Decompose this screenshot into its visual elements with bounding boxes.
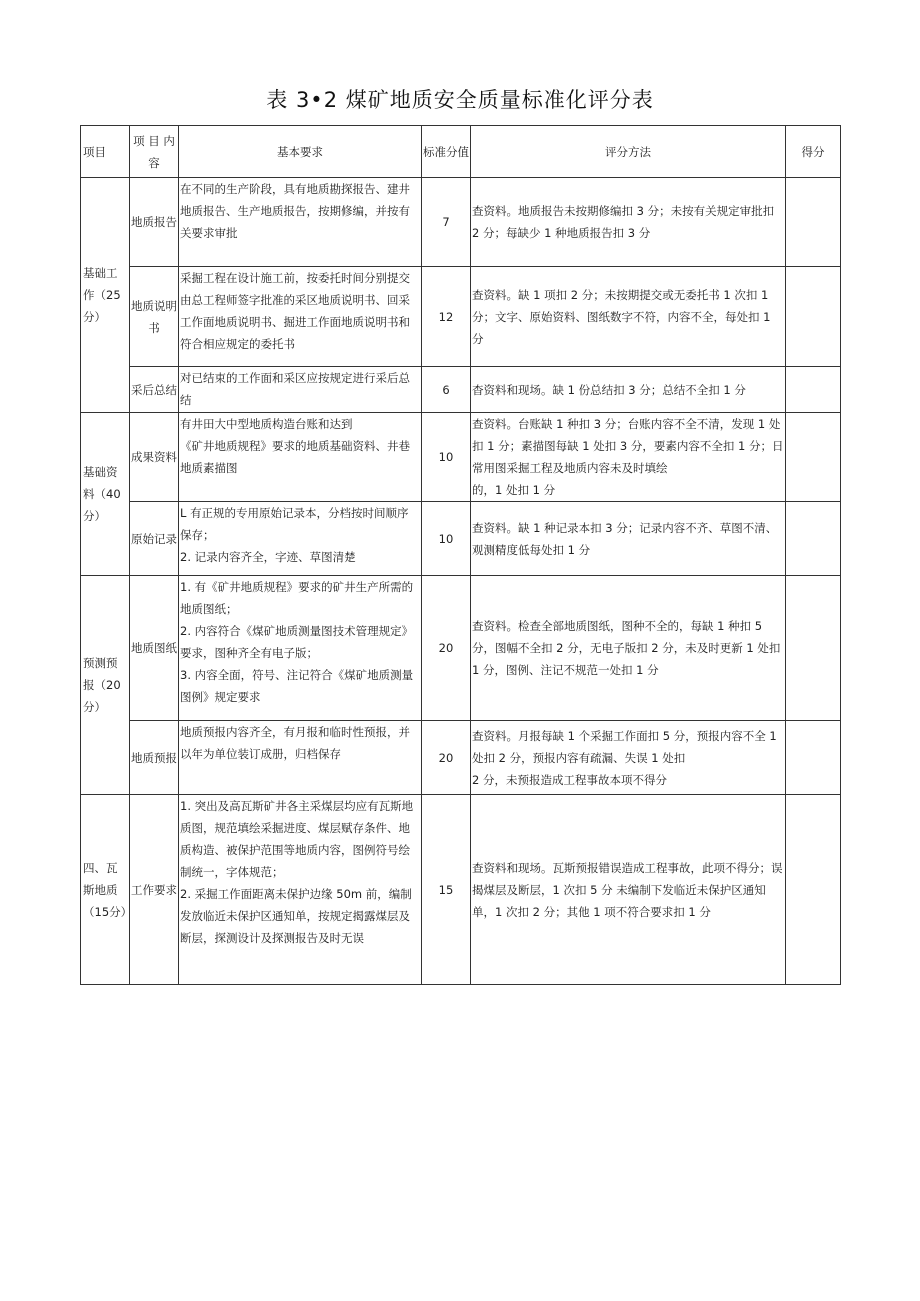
- table-row: [81, 267, 841, 367]
- requirement-line: 地质预报内容齐全，有月报和临时性预报，并以年为单位装订成册，归档保存: [180, 725, 410, 761]
- requirement-line: L 有正规的专用原始记录本，分档按时间顺序保存；: [180, 506, 409, 542]
- requirement-cell: [179, 267, 422, 367]
- score-cell: [786, 576, 841, 721]
- header-item: 项目: [81, 126, 130, 178]
- method-line: 查资料。缺 1 种记录本扣 3 分；记录内容不齐、草图不清、观测精度低每处扣 1 分: [472, 520, 778, 557]
- standard-score-cell: 7: [422, 178, 471, 267]
- sub-item-cell: 成果资料: [130, 413, 179, 502]
- requirement-cell: [179, 178, 422, 267]
- category-cell: 四、瓦斯地质（15分）: [81, 795, 130, 985]
- requirement-cell: [179, 502, 422, 576]
- sub-item-cell: 采后总结: [130, 367, 179, 413]
- sub-item-cell: 工作要求: [130, 795, 179, 985]
- method-cell: [471, 267, 786, 367]
- requirement-line: 《矿井地质规程》要求的地质基础资料、井巷地质素描图: [180, 439, 410, 475]
- header-score: 得分: [786, 126, 841, 178]
- sub-item-cell: 地质图纸: [130, 576, 179, 721]
- table-row: [81, 413, 841, 502]
- method-line: 的，1 处扣 1 分: [472, 483, 556, 497]
- score-cell: [786, 721, 841, 795]
- score-cell: [786, 502, 841, 576]
- requirement-cell: [179, 721, 422, 795]
- method-line: 查资料和现场。瓦斯预报错误造成工程事故，此项不得分；误揭煤层及断层，1 次扣 5 分 未编制下发临近未保护区通知单，1 次扣 2 分；其他 1 项不符合要求扣 1 分: [472, 860, 783, 919]
- method-cell: [471, 413, 786, 502]
- header-sub-item: 项 目 内容: [130, 126, 179, 178]
- scoring-table: [80, 125, 841, 985]
- standard-score-cell: 20: [422, 721, 471, 795]
- sub-item-cell: 地质报告: [130, 178, 179, 267]
- table-row: [81, 795, 841, 985]
- table-row: [81, 367, 841, 413]
- header-method: 评分方法: [471, 126, 786, 178]
- method-line: 2 分，未预报造成工程事故本项不得分: [472, 772, 667, 787]
- requirement-line: 1. 有《矿井地质规程》要求的矿井生产所需的地质图纸；: [180, 580, 414, 616]
- method-cell: [471, 576, 786, 721]
- category-cell: 预测预报（20分）: [81, 576, 130, 795]
- score-cell: [786, 795, 841, 985]
- table-row: [81, 576, 841, 721]
- score-cell: [786, 367, 841, 413]
- standard-score-cell: 10: [422, 502, 471, 576]
- method-cell: [471, 795, 786, 985]
- header-row: [81, 126, 841, 178]
- method-cell: [471, 721, 786, 795]
- table-row: [81, 178, 841, 267]
- score-cell: [786, 178, 841, 267]
- method-line: 查资料。地质报告未按期修编扣 3 分；未按有关规定审批扣 2 分；每缺少 1 种地质报告扣 3 分: [472, 204, 775, 240]
- method-cell: [471, 502, 786, 576]
- table-row: [81, 721, 841, 795]
- standard-score-cell: 6: [422, 367, 471, 413]
- method-line: 杳资料和现场。缺 1 份总结扣 3 分；总结不全扣 1 分: [472, 382, 746, 397]
- category-cell: 基础工作（25分）: [81, 178, 130, 413]
- header-requirement: 基本要求: [179, 126, 422, 178]
- standard-score-cell: 15: [422, 795, 471, 985]
- sub-item-cell: 地质说明书: [130, 267, 179, 367]
- sub-item-cell: 地质预报: [130, 721, 179, 795]
- method-line: 查资料。月报每缺 1 个采掘工作面扣 5 分，预报内容不全 1 处扣 2 分，预报内容有疏漏、失误 1 处扣: [472, 728, 777, 765]
- method-cell: [471, 367, 786, 413]
- standard-score-cell: 12: [422, 267, 471, 367]
- requirement-line: 2. 内容符合《煤矿地质测量图技术管理规定》要求，图种齐全有电子版；: [180, 624, 414, 660]
- requirement-line: 2. 记录内容齐全，字迹、草图清楚: [180, 550, 356, 564]
- requirement-line: 1. 突出及高瓦斯矿井各主采煤层均应有瓦斯地质图，规范填绘采掘进度、煤层赋存条件、地质构造、被保护范围等地质内容，图例符号绘制统一，字体规范；: [180, 799, 414, 879]
- requirement-cell: [179, 413, 422, 502]
- requirement-line: 3. 内容全面，符号、注记符合《煤矿地质测量图例》规定要求: [180, 668, 414, 704]
- standard-score-cell: 10: [422, 413, 471, 502]
- requirement-cell: [179, 367, 422, 413]
- category-cell: 基础资料（40分）: [81, 413, 130, 576]
- sub-item-cell: 原始记录: [130, 502, 179, 576]
- method-line: 查资料。缺 1 项扣 2 分；未按期提交或无委托书 1 次扣 1 分；文字、原始资料、图纸数字不符，内容不全，每处扣 1 分: [472, 287, 771, 346]
- requirement-line: 有井田大中型地质构造台账和达到: [180, 417, 353, 431]
- score-cell: [786, 267, 841, 367]
- requirement-cell: [179, 576, 422, 721]
- method-cell: [471, 178, 786, 267]
- score-cell: [786, 413, 841, 502]
- requirement-line: 在不同的生产阶段，具有地质勘探报告、建井地质报告、生产地质报告，按期修编，并按有关要求审批: [180, 182, 410, 240]
- requirement-line: 采掘工程在设计施工前，按委托时间分别提交由总工程师签字批准的采区地质说明书、回采工作面地质说明书、掘进工作面地质说明书和符合相应规定的委托书: [180, 271, 410, 351]
- table-row: [81, 502, 841, 576]
- standard-score-cell: 20: [422, 576, 471, 721]
- header-standard-score: 标准分值: [422, 126, 471, 178]
- page-title: 表 3•2 煤矿地质安全质量标准化评分表: [266, 88, 654, 112]
- method-line: 查资料。台账缺 1 种扣 3 分；台账内容不全不清，发现 1 处扣 1 分；素描图每缺 1 处扣 3 分，要素内容不全扣 1 分；日常用图采掘工程及地质内容未及时填绘: [472, 417, 784, 475]
- requirement-line: 对已结束的工作面和采区应按规定进行采后总结: [180, 371, 410, 407]
- requirement-cell: [179, 795, 422, 985]
- requirement-line: 2. 采掘工作面距离未保护边缘 50m 前，编制发放临近未保护区通知单，按规定揭露煤层及断层，探测设计及探测报告及时无误: [180, 887, 412, 945]
- method-line: 查资料。检查全部地质图纸，图种不全的，每缺 1 种扣 5 分，图幅不全扣 2 分，无电子版扣 2 分，未及时更新 1 处扣 1 分，图例、注记不规范一处扣 1 分: [472, 619, 781, 677]
